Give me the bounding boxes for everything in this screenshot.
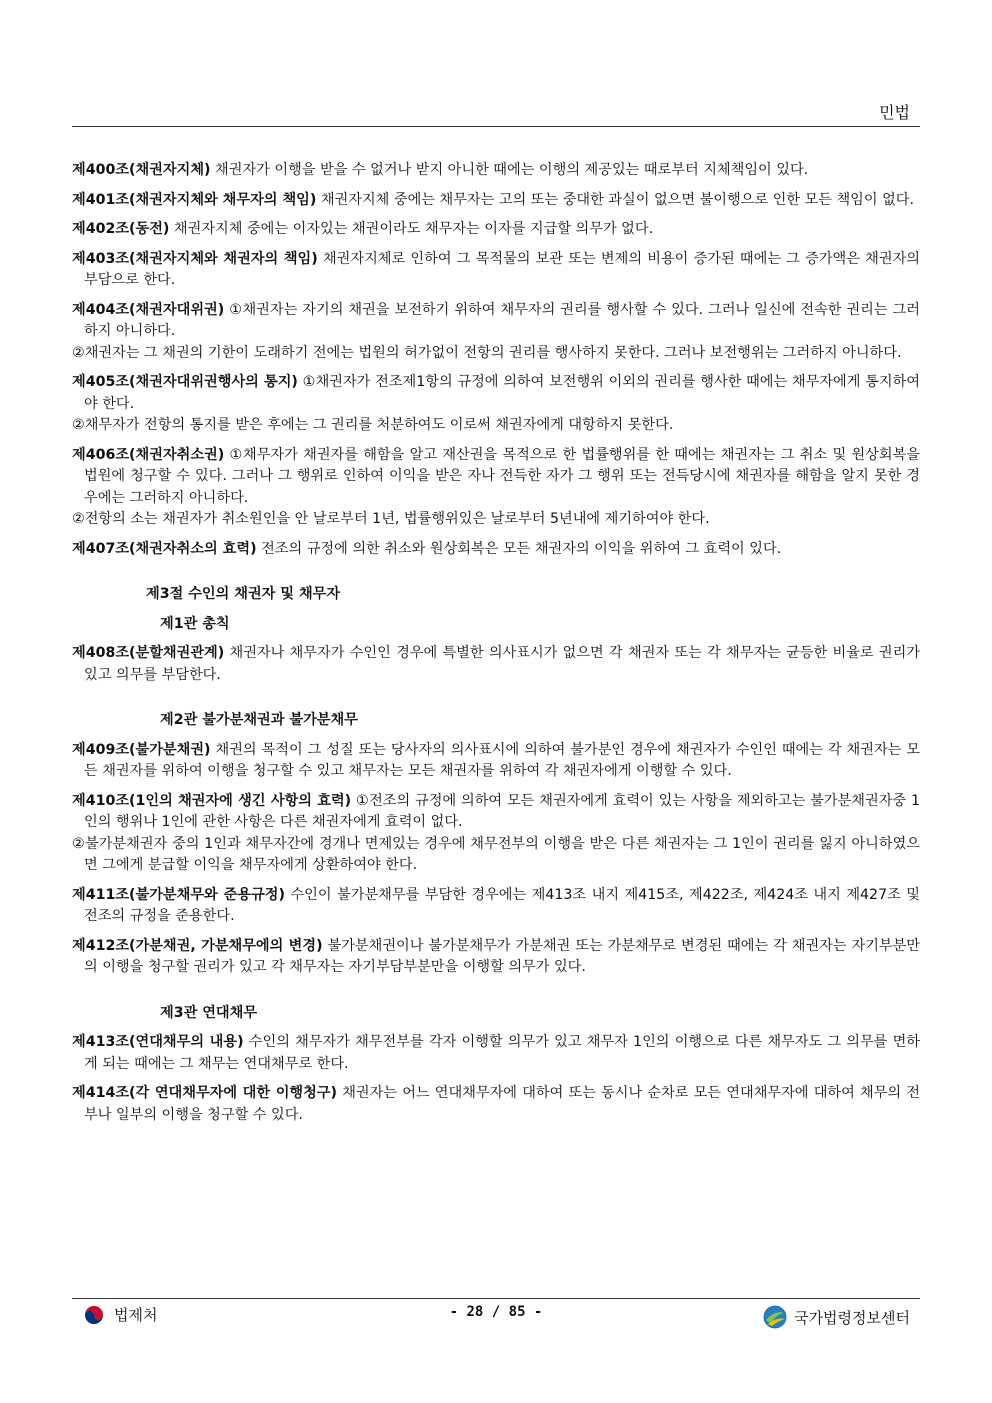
article-text: 채권자지체 중에는 채무자는 고의 또는 중대한 과실이 없으면 불이행으로 인한 모든 책임이 없다.	[320, 191, 914, 208]
article-label: 제413조(연대채무의 내용)	[72, 1034, 244, 1050]
document-body	[72, 160, 920, 1134]
article-label: 제403조(채권자지체와 채권자의 책임)	[72, 250, 318, 267]
article-text: ①전조의 규정에 의하여 모든 채권자에게 효력이 있는 사항을 제외하고는 불가분채권자중 1인의 행위나 1인에 관한 사항은 다른 채권자에게 효력이 없다.	[84, 792, 920, 830]
article-text: ①채권자가 전조제1항의 규정에 의하여 보전행위 이외의 권리를 행사한 때에는 채무자에게 통지하여야 한다.	[84, 374, 920, 412]
page-number: - 28 / 85 -	[449, 1304, 543, 1320]
article	[72, 791, 920, 877]
article-text: 수인이 불가분채무를 부담한 경우에는 제413조 내지 제415조, 제422조, 제424조 내지 제427조 및 전조의 규정을 준용한다.	[84, 886, 920, 924]
footer-rule	[72, 1298, 920, 1299]
article	[72, 885, 920, 928]
article-text: 채권의 목적이 그 성질 또는 당사자의 의사표시에 의하여 불가분인 경우에 채권자가 수인인 때에는 각 채권자는 모든 채권자를 위하여 이행을 청구할 수 있고 채무자는 모든 채권자를 위하여 각 채권자에게 이행할 수 있다.	[84, 741, 921, 779]
article	[72, 160, 920, 182]
article	[72, 936, 920, 979]
article-group	[72, 160, 920, 560]
article-label: 제402조(동전)	[72, 221, 170, 237]
article	[72, 740, 920, 783]
footer-right	[762, 1304, 910, 1330]
article	[72, 643, 920, 686]
article-label: 제401조(채권자지체와 채무자의 책임)	[72, 191, 317, 208]
article-group	[72, 1032, 920, 1126]
footer-right-label: 국가법령정보센터	[794, 1308, 910, 1327]
globe-logo-icon	[762, 1304, 788, 1330]
article-label: 제411조(불가분채무와 준용규정)	[72, 886, 285, 903]
article	[72, 445, 920, 531]
article-label: 제408조(분할채권관계)	[72, 645, 225, 661]
header-rule	[72, 126, 920, 127]
article-text: ①채무자가 채권자를 해함을 알고 재산권을 목적으로 한 법률행위를 한 때에는 채권자는 그 취소 및 원상회복을 법원에 청구할 수 있다. 그러나 그 행위로 인하여 이익을 받은 자나 전득한 자가 그 행위 또는 전득당시에 채권자를 해함을 알지 못한 경우에는 그러하지 아니하다.	[84, 446, 921, 506]
article-group	[72, 740, 920, 979]
chapter-title: 제1관 총칙	[160, 615, 230, 632]
article-paragraph: ②채권자는 그 채권의 기한이 도래하기 전에는 법원의 허가없이 전항의 권리를 행사하지 못한다. 그러나 보전행위는 그러하지 아니하다.	[72, 344, 902, 361]
article	[72, 1083, 920, 1126]
article	[72, 219, 920, 241]
section-title: 제3절 수인의 채권자 및 채무자	[146, 586, 341, 602]
article-text: 전조의 규정에 의한 취소와 원상회복은 모든 채권자의 이익을 위하여 그 효력이 있다.	[261, 540, 782, 557]
article	[72, 249, 920, 292]
article-label: 제410조(1인의 채권자에 생긴 사항의 효력)	[72, 792, 352, 809]
article-text: 채권자는 어느 연대채무자에 대하여 또는 동시나 순차로 모든 연대채무자에 대하여 채무의 전부나 일부의 이행을 청구할 수 있다.	[84, 1085, 920, 1123]
article-text: 수인의 채무자가 채무전부를 각자 이행할 의무가 있고 채무자 1인의 이행으로 다른 채무자도 그 의무를 면하게 되는 때에는 그 채무는 연대채무로 한다.	[84, 1034, 921, 1072]
chapter-title: 제2관 불가분채권과 불가분채무	[160, 712, 358, 728]
footer	[72, 1304, 920, 1330]
footer-left-label: 법제처	[114, 1306, 158, 1324]
article-label: 제400조(채권자지체)	[72, 162, 211, 178]
article	[72, 1032, 920, 1075]
article-text: 채권자나 채무자가 수인인 경우에 특별한 의사표시가 없으면 각 채권자 또는 각 채무자는 균등한 비율로 권리가 있고 의무를 부담한다.	[84, 645, 921, 683]
article-label: 제405조(채권자대위권행사의 통지)	[72, 374, 298, 390]
article-text: 채권자지체로 인하여 그 목적물의 보관 또는 변제의 비용이 증가된 때에는 그 증가액은 채권자의 부담으로 한다.	[84, 250, 921, 288]
article-label: 제414조(각 연대채무자에 대한 이행청구)	[72, 1085, 337, 1101]
article-label: 제412조(가분채권, 가분채무에의 변경)	[72, 937, 323, 954]
article-group	[72, 643, 920, 686]
article-label: 제406조(채권자취소권)	[72, 446, 225, 463]
article	[72, 372, 920, 437]
header-title: 민법	[879, 103, 910, 122]
article-text: 채권자가 이행을 받을 수 없거나 받지 아니한 때에는 이행의 제공있는 때로부터 지체책임이 있다.	[215, 162, 809, 178]
article-label: 제407조(채권자취소의 효력)	[72, 540, 257, 557]
article-text: ①채권자는 자기의 채권을 보전하기 위하여 채무자의 권리를 행사할 수 있다. 그러나 일신에 전속한 권리는 그러하지 아니하다.	[84, 301, 920, 339]
article	[72, 539, 920, 561]
article-text: 채권자지체 중에는 이자있는 채권이라도 채무자는 이자를 지급할 의무가 없다.	[173, 221, 654, 237]
article-paragraph: ②채무자가 전항의 통지를 받은 후에는 그 권리를 처분하여도 이로써 채권자에게 대항하지 못한다.	[72, 417, 674, 433]
article-text: 불가분채권이나 불가분채무가 가분채권 또는 가분채무로 변경된 때에는 각 채권자는 자기부분만의 이행을 청구할 권리가 있고 각 채무자는 자기부담부분만을 이행할 의무가 있다.	[84, 937, 921, 975]
article	[72, 300, 920, 365]
article-label: 제404조(채권자대위권)	[72, 301, 225, 318]
article	[72, 190, 920, 212]
article-paragraph: ②전항의 소는 채권자가 취소원인을 안 날로부터 1년, 법률행위있은 날로부터 5년내에 제기하여야 한다.	[72, 511, 710, 527]
chapter-title: 제3관 연대채무	[160, 1004, 258, 1021]
article-label: 제409조(불가분채권)	[72, 741, 211, 758]
article-paragraph: ②불가분채권자 중의 1인과 채무자간에 경개나 면제있는 경우에 채무전부의 이행을 받은 다른 채권자는 그 1인이 권리를 잃지 아니하였으면 그에게 분급할 이익을 채무자에게 상환하여야 한다.	[72, 835, 920, 873]
